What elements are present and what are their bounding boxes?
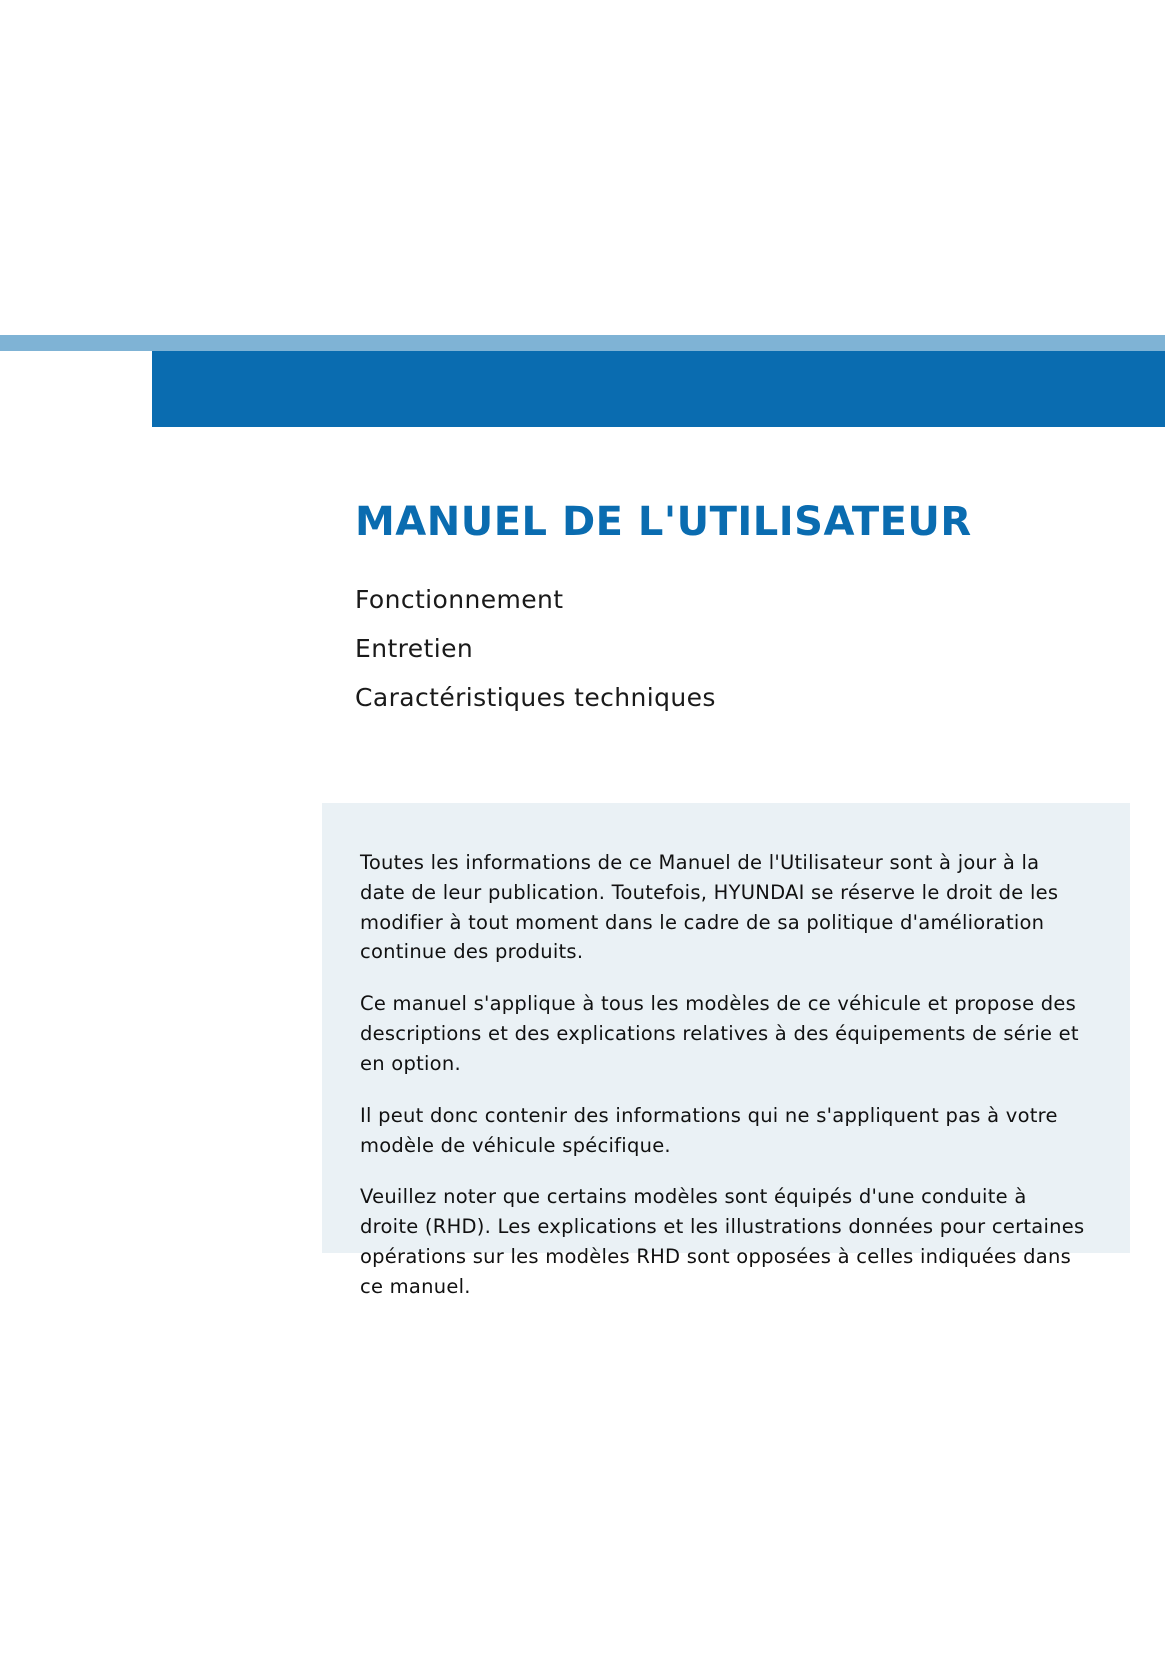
header-banner <box>0 335 1165 427</box>
subtitle-item: Fonctionnement <box>355 585 564 614</box>
title-block <box>355 500 1145 722</box>
subtitle-item: Caractéristiques techniques <box>355 682 716 712</box>
banner-light-stripe <box>0 335 1165 351</box>
subtitle-item: Entretien <box>355 633 474 663</box>
notice-box <box>322 803 1130 1298</box>
notice-paragraph: Ce manuel s'applique à tous les modèles de ce véhicule et propose des descriptions et des explications relatives à des équipements de série et en option. <box>360 992 1079 1075</box>
banner-dark-stripe <box>152 351 1165 427</box>
page-title: MANUEL DE L'UTILISATEUR <box>355 499 972 545</box>
notice-paragraph: Toutes les informations de ce Manuel de l'Utilisateur sont à jour à la date de leur publication. Toutefois, HYUNDAI se réserve le droit de les modifier à tout moment dans le cadre de sa politique d'amélioration continue des produits. <box>360 851 1059 964</box>
notice-paragraph: Il peut donc contenir des informations qui ne s'appliquent pas à votre modèle de véhicule spécifique. <box>360 1103 1058 1157</box>
subtitle-list <box>355 576 1145 722</box>
notice-paragraph: Veuillez noter que certains modèles sont équipés d'une conduite à droite (RHD). Les explications et les illustrations données pour certaines opérations sur les modèles RHD sont opposées à celles indiquées dans ce manuel. <box>360 1185 1085 1298</box>
